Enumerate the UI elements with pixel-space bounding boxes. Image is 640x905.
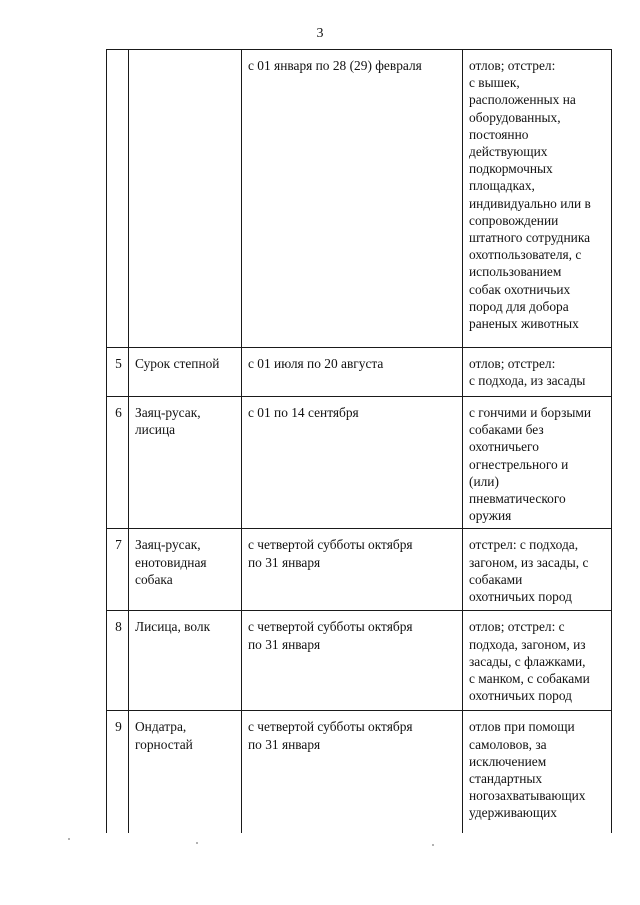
species-cell: Заяц-русак, лисица (129, 397, 242, 529)
method-cell: отлов; отстрел: с подхода, загоном, из засады, с флажками, с манком, с собаками охотничьих пород (463, 611, 612, 711)
row-number: 6 (107, 397, 129, 529)
row-number (107, 50, 129, 348)
row-number: 5 (107, 348, 129, 397)
period-cell: с четвертой субботы октября по 31 января (242, 529, 463, 611)
table-row (107, 348, 612, 397)
period-cell: с 01 января по 28 (29) февраля (242, 50, 463, 348)
table-row (107, 611, 612, 711)
hunting-periods-table (106, 49, 612, 833)
scan-speck (432, 844, 434, 846)
table-row (107, 529, 612, 611)
method-cell: отлов; отстрел: с вышек, расположенных на оборудованных, постоянно действующих подкормочных площадках, индивидуально или в сопровождении штатного сотрудника охотпользователя, с использованием собак охотничьих пород для добора раненых животных (463, 50, 612, 348)
period-cell: с четвертой субботы октября по 31 января (242, 611, 463, 711)
species-cell: Ондатра, горностай (129, 711, 242, 834)
scan-speck (196, 842, 198, 844)
period-cell: с четвертой субботы октября по 31 января (242, 711, 463, 834)
row-number: 7 (107, 529, 129, 611)
method-cell: отлов при помощи самоловов, за исключением стандартных ногозахватывающих удерживающих (463, 711, 612, 834)
species-cell: Сурок степной (129, 348, 242, 397)
table-row (107, 711, 612, 834)
table-row (107, 50, 612, 348)
species-cell: Заяц-русак, енотовидная собака (129, 529, 242, 611)
row-number: 8 (107, 611, 129, 711)
period-cell: с 01 по 14 сентября (242, 397, 463, 529)
method-cell: с гончими и борзыми собаками без охотничьего огнестрельного и (или) пневматического оружия (463, 397, 612, 529)
period-cell: с 01 июля по 20 августа (242, 348, 463, 397)
row-number: 9 (107, 711, 129, 834)
table-row (107, 397, 612, 529)
page-number: 3 (316, 26, 324, 41)
species-cell (129, 50, 242, 348)
method-cell: отстрел: с подхода, загоном, из засады, с собаками охотничьих пород (463, 529, 612, 611)
method-cell: отлов; отстрел: с подхода, из засады (463, 348, 612, 397)
species-cell: Лисица, волк (129, 611, 242, 711)
scan-speck (68, 838, 70, 840)
